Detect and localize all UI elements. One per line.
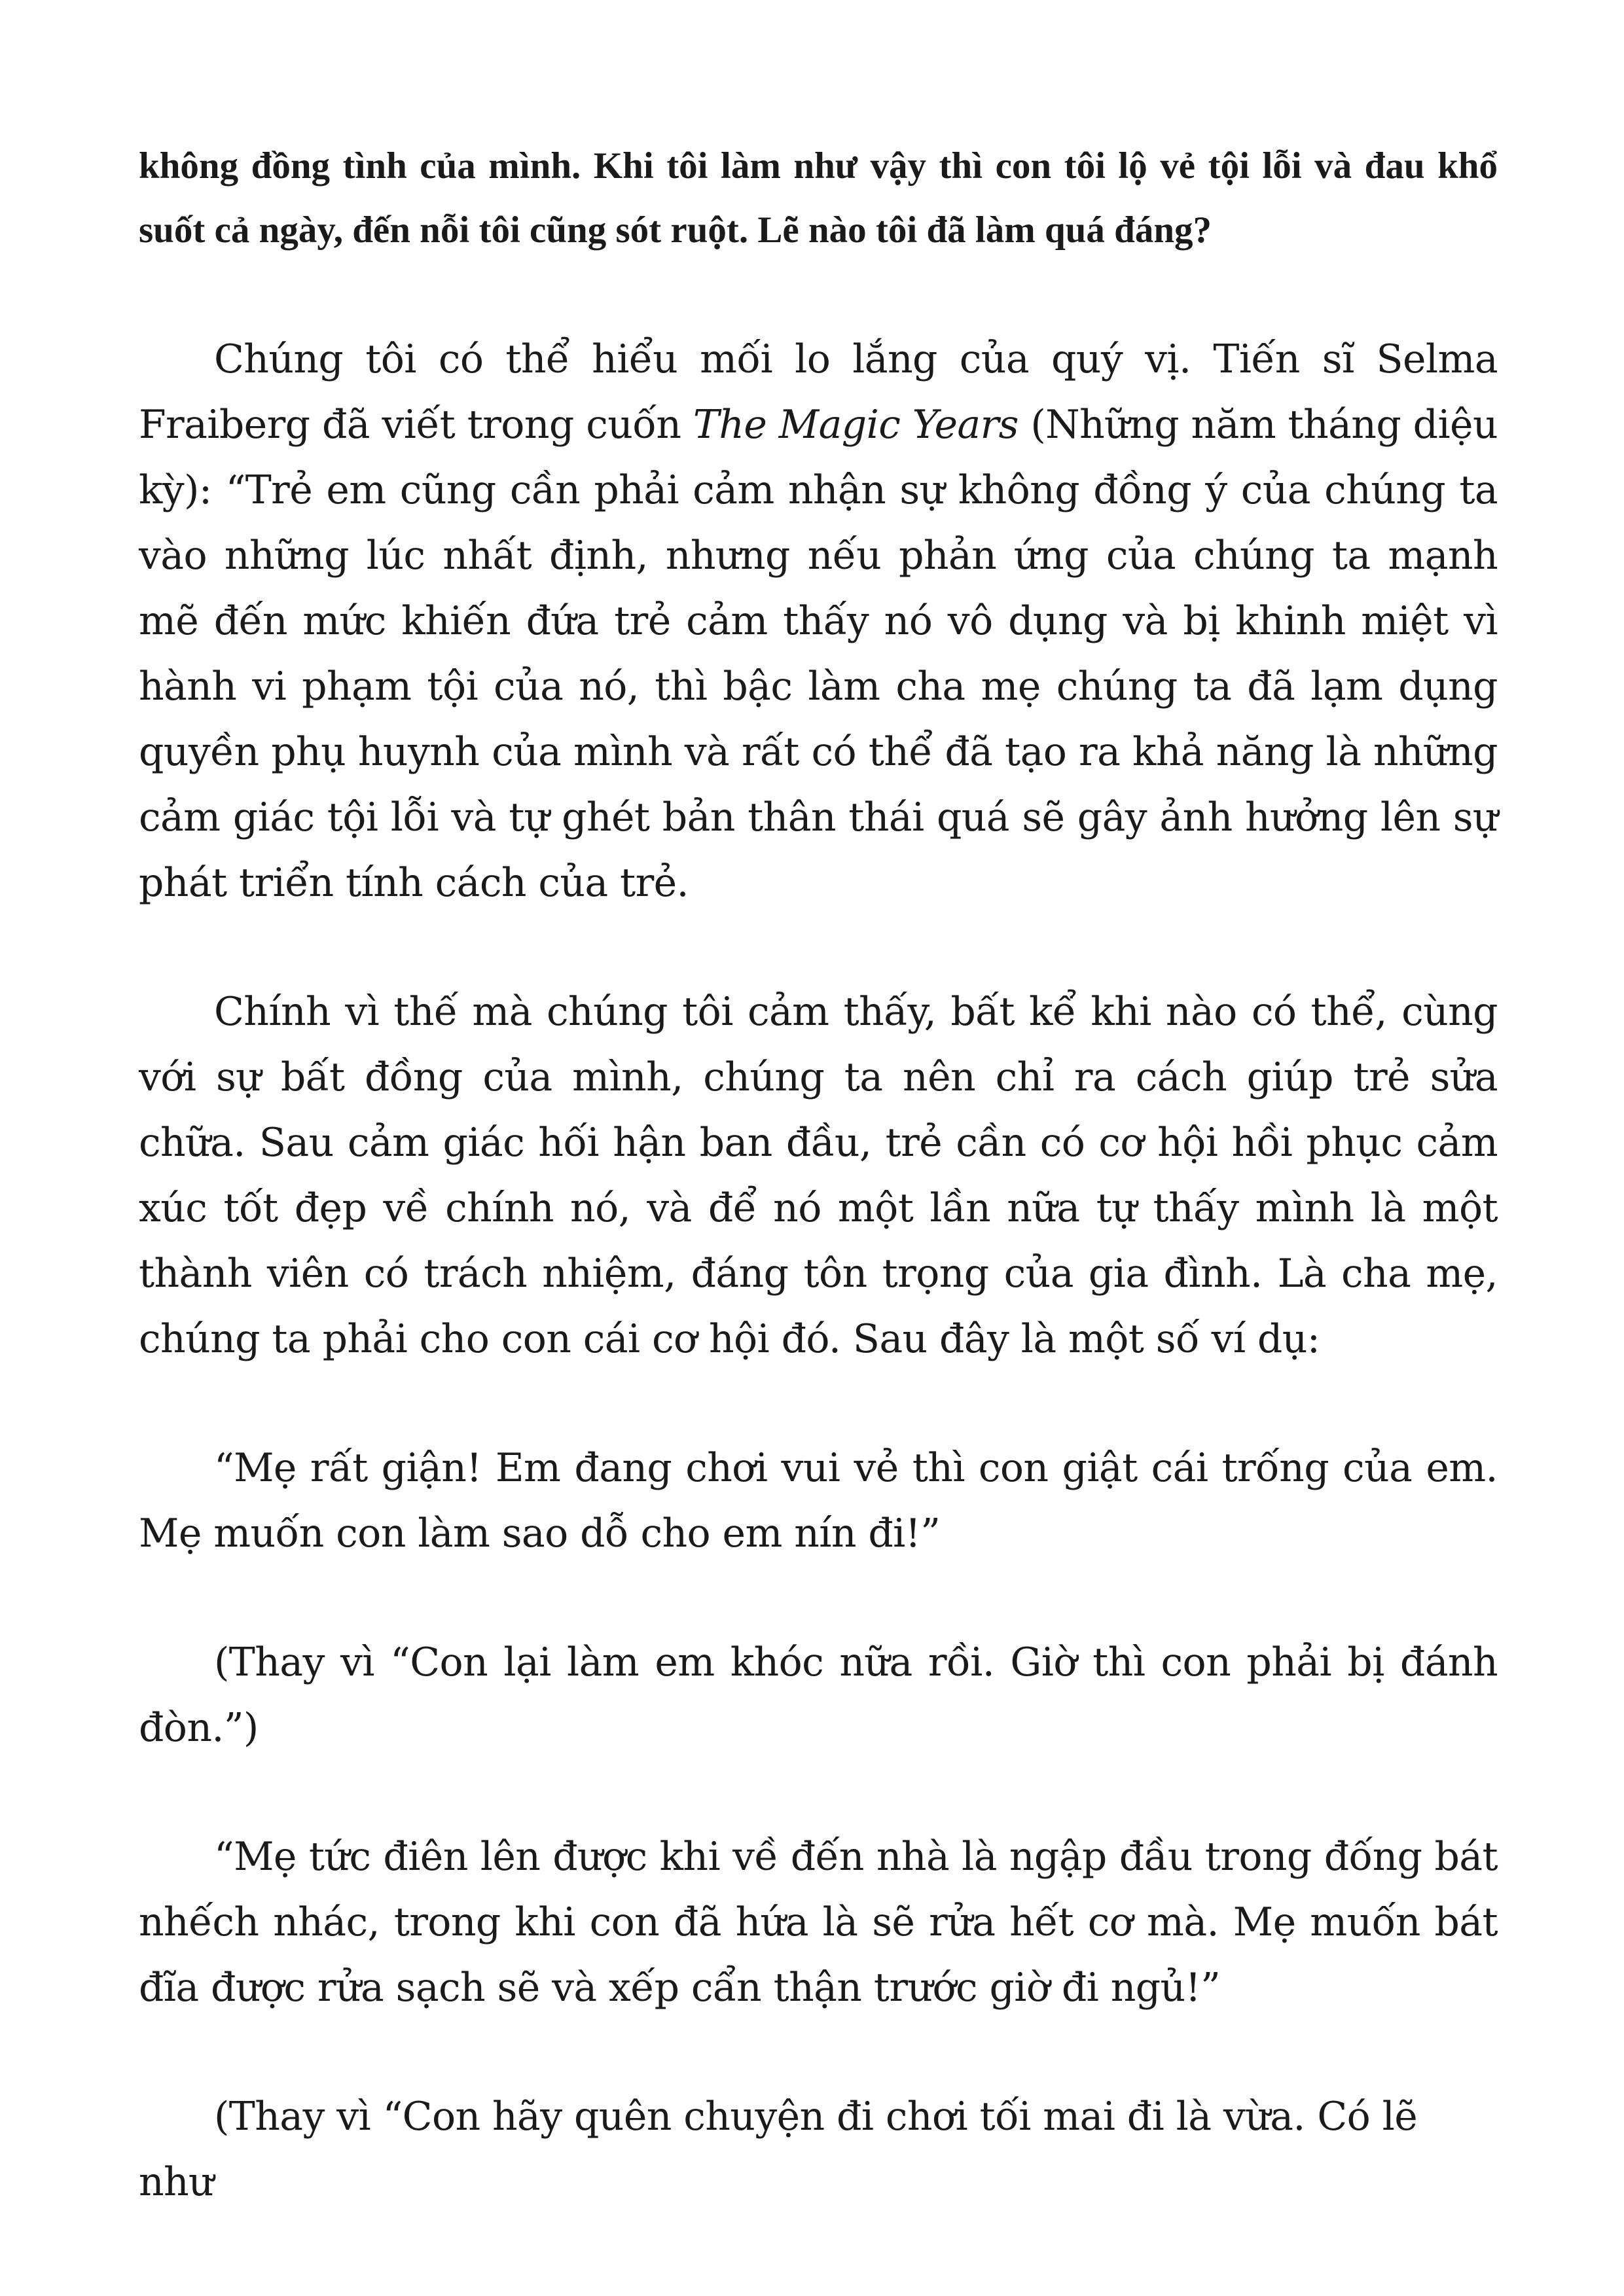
document-page xyxy=(139,134,1498,2278)
body-paragraph-repair: Chính vì thế mà chúng tôi cảm thấy, bất kể khi nào có thể, cùng với sự bất đồng của mình, chúng ta nên chỉ ra cách giúp trẻ sửa chữa. Sau cảm giác hối hận ban đầu, trẻ cần có cơ hội hồi phục cảm xúc tốt đẹp về chính nó, và để nó một lần nữa tự thấy mình là một thành viên có trách nhiệm, đáng tôn trọng của gia đình. Là cha mẹ, chúng ta phải cho con cái cơ hội đó. Sau đây là một số ví dụ: xyxy=(139,989,1498,1362)
example-alternative-drum: (Thay vì “Con lại làm em khóc nữa rồi. Giờ thì con phải bị đánh đòn.”) xyxy=(139,1640,1498,1751)
example-alternative-dishes: (Thay vì “Con hãy quên chuyện đi chơi tối mai đi là vừa. Có lẽ như xyxy=(139,2094,1418,2205)
question-paragraph: không đồng tình của mình. Khi tôi làm như vậy thì con tôi lộ vẻ tội lỗi và đau khổ suốt cả ngày, đến nỗi tôi cũng sót ruột. Lẽ nào tôi đã làm quá đáng? xyxy=(139,145,1498,251)
example-quote-dishes: “Mẹ tức điên lên được khi về đến nhà là ngập đầu trong đống bát nhếch nhác, trong khi con đã hứa là sẽ rửa hết cơ mà. Mẹ muốn bát đĩa được rửa sạch sẽ và xếp cẩn thận trước giờ đi ngủ!” xyxy=(139,1834,1498,2011)
body-paragraph-fraiberg xyxy=(139,327,1498,916)
paragraph-text: Chúng tôi có thể hiểu mối lo lắng của quý vị. Tiến sĩ Selma Fraiberg đã viết trong cuốn xyxy=(139,336,1498,448)
example-quote-drum: “Mẹ rất giận! Em đang chơi vui vẻ thì con giật cái trống của em. Mẹ muốn con làm sao dỗ cho em nín đi!” xyxy=(139,1445,1498,1556)
book-title: The Magic Years xyxy=(693,402,1019,448)
paragraph-text: (Những năm tháng diệu kỳ): “Trẻ em cũng cần phải cảm nhận sự không đồng ý của chúng ta vào những lúc nhất định, nhưng nếu phản ứng của chúng ta mạnh mẽ đến mức khiến đứa trẻ cảm thấy nó vô dụng và bị khinh miệt vì hành vi phạm tội của nó, thì bậc làm cha mẹ chúng ta đã lạm dụng quyền phụ huynh của mình và rất có thể đã tạo ra khả năng là những cảm giác tội lỗi và tự ghét bản thân thái quá sẽ gây ảnh hưởng lên sự phát triển tính cách của trẻ. xyxy=(139,402,1498,906)
